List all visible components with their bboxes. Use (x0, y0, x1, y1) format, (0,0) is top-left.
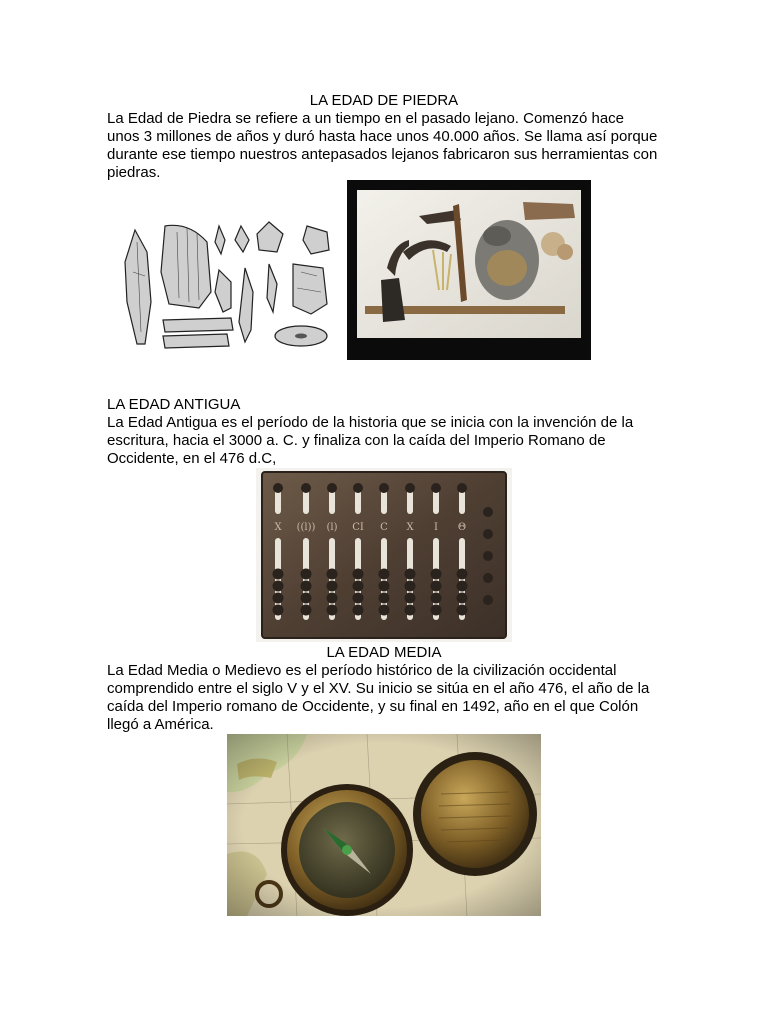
paragraph-line: caída del Imperio romano de Occidente, y su final en 1492, año en el que Colón (107, 698, 639, 715)
paragraph-line: piedras. (107, 164, 161, 181)
paragraph-line: llegó a América. (107, 716, 214, 733)
paragraph-line: escritura, hacia el 3000 a. C. y finaliza con la caída del Imperio Romano de (107, 432, 606, 449)
paragraph-line: La Edad de Piedra se refiere a un tiempo en el pasado lejano. Comenzó hace (107, 110, 625, 127)
stone-age-artifacts-photo (347, 180, 591, 360)
paragraph-line: Occidente, en el 476 d.C, (107, 450, 277, 467)
section-title-piedra: LA EDAD DE PIEDRA (309, 92, 459, 109)
compass-map-photo (227, 734, 541, 916)
section-title-media: LA EDAD MEDIA (326, 644, 442, 661)
paragraph-line: durante ese tiempo nuestros antepasados lejanos fabricaron sus herramientas con (107, 146, 658, 163)
paragraph-media (107, 662, 667, 734)
section-title-antigua: LA EDAD ANTIGUA (107, 396, 241, 413)
abacus-mark: X (274, 522, 282, 533)
abacus-mark: (l) (326, 522, 338, 533)
roman-abacus-photo (256, 468, 512, 642)
abacus-mark: C (380, 522, 388, 533)
paragraph-line: La Edad Media o Medievo es el período histórico de la civilización occidental (107, 662, 617, 679)
abacus-mark: I (434, 522, 438, 533)
abacus-mark: CI (352, 522, 364, 533)
paragraph-line: unos 3 millones de años y duró hasta hace unos 40.000 años. Se llama así porque (107, 128, 658, 145)
paragraph-line: comprendido entre el siglo V y el XV. Su inicio se sitúa en el año 476, el año de la (107, 680, 650, 697)
paragraph-piedra (107, 110, 667, 182)
abacus-mark: X (406, 522, 414, 533)
paragraph-antigua (107, 414, 667, 468)
paragraph-line: La Edad Antigua es el período de la historia que se inicia con la invención de la (107, 414, 634, 431)
abacus-mark: ((l)) (296, 522, 316, 533)
abacus-mark: Θ (457, 522, 467, 533)
stone-tools-illustration (107, 212, 335, 360)
